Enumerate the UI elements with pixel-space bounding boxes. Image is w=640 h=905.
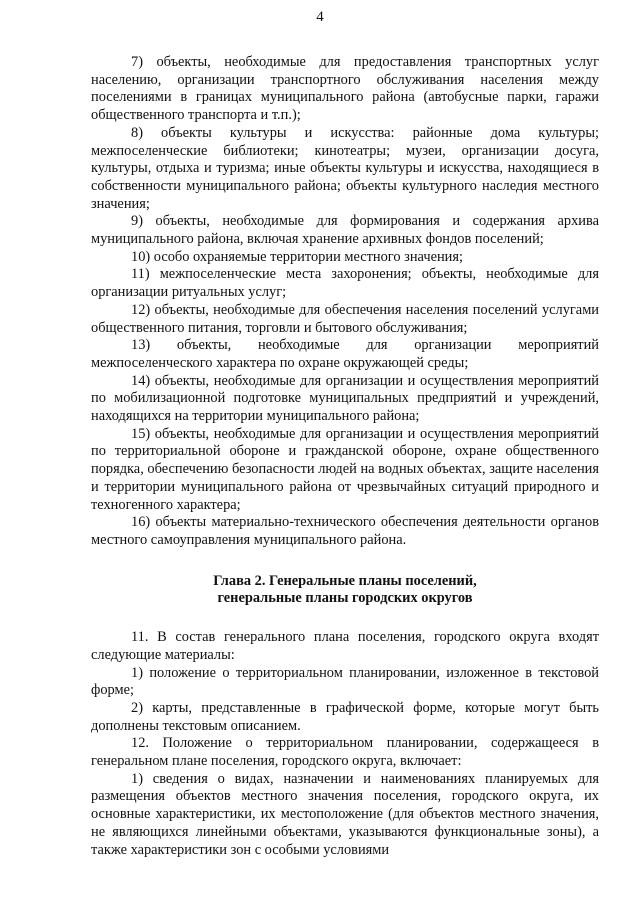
heading-spacer-top <box>91 550 599 573</box>
chapter-heading-line-2: генеральные планы городских округов <box>217 590 473 607</box>
heading-spacer-bottom <box>91 608 599 629</box>
page-number: 4 <box>316 9 324 25</box>
paragraph-11: 11. В состав генерального плана поселения, городского округа входят следующие материалы: <box>91 629 599 663</box>
list-item-12: 12) объекты, необходимые для обеспечения населения поселений услугами общественного питания, торговли и бытового обслуживания; <box>91 301 599 336</box>
list-item-10: 10) особо охраняемые территории местного значения; <box>131 248 463 265</box>
paragraph-11-item-1: 1) положение о территориальном планировании, изложенное в текстовой форме; <box>91 664 599 699</box>
list-item-8: 8) объекты культуры и искусства: районные дома культуры; межпоселенческие библиотеки; кинотеатры; музеи, организации досуга, культуры, отдыха и туризма; иные объекты культуры и искусства, находящиеся в собственности муниципального района; объекты культурного наследия местного значения; <box>91 124 599 212</box>
paragraph-11-item-2: 2) карты, представленные в графической форме, которые могут быть дополнены текстовым описанием. <box>91 699 599 734</box>
page-body <box>91 54 599 859</box>
chapter-heading-line-1: Глава 2. Генеральные планы поселений, <box>213 572 477 589</box>
list-item-16: 16) объекты материально-технического обеспечения деятельности органов местного самоуправления муниципального района. <box>91 514 599 548</box>
paragraph-12: 12. Положение о территориальном планировании, содержащееся в генеральном плане поселения, городского округа, включает: <box>91 735 599 770</box>
list-item-11: 11) межпоселенческие места захоронения; объекты, необходимые для организации ритуальных услуг; <box>91 266 599 301</box>
list-item-9: 9) объекты, необходимые для формирования и содержания архива муниципального района, включая хранение архивных фондов поселений; <box>91 213 599 248</box>
list-item-13: 13) объекты, необходимые для организации мероприятий межпоселенческого характера по охране окружающей среды; <box>91 337 599 371</box>
paragraph-12-item-1: 1) сведения о видах, назначении и наименованиях планируемых для размещения объектов местного значения поселения, городского округа, их основные характеристики, их местоположение (для объектов местного значения, не являющихся линейными объектами, указываются функциональные зоны), а также характеристики зон с особыми условиями <box>91 770 599 858</box>
list-item-14: 14) объекты, необходимые для организации и осуществления мероприятий по мобилизационной подготовке муниципальных предприятий и учреждений, находящихся на территории муниципального района; <box>91 372 599 425</box>
list-item-7: 7) объекты, необходимые для предоставления транспортных услуг населению, организации транспортного обслуживания населения между поселениями в границах муниципального района (автобусные парки, гаражи общественного транспорта и т.п.); <box>91 54 599 124</box>
list-item-15: 15) объекты, необходимые для организации и осуществления мероприятий по территориальной обороне и гражданской обороне, охране общественного порядка, обеспечению безопасности людей на водных объектах, защите населения и территории муниципального района от чрезвычайных ситуаций природного и техногенного характера; <box>91 425 599 513</box>
